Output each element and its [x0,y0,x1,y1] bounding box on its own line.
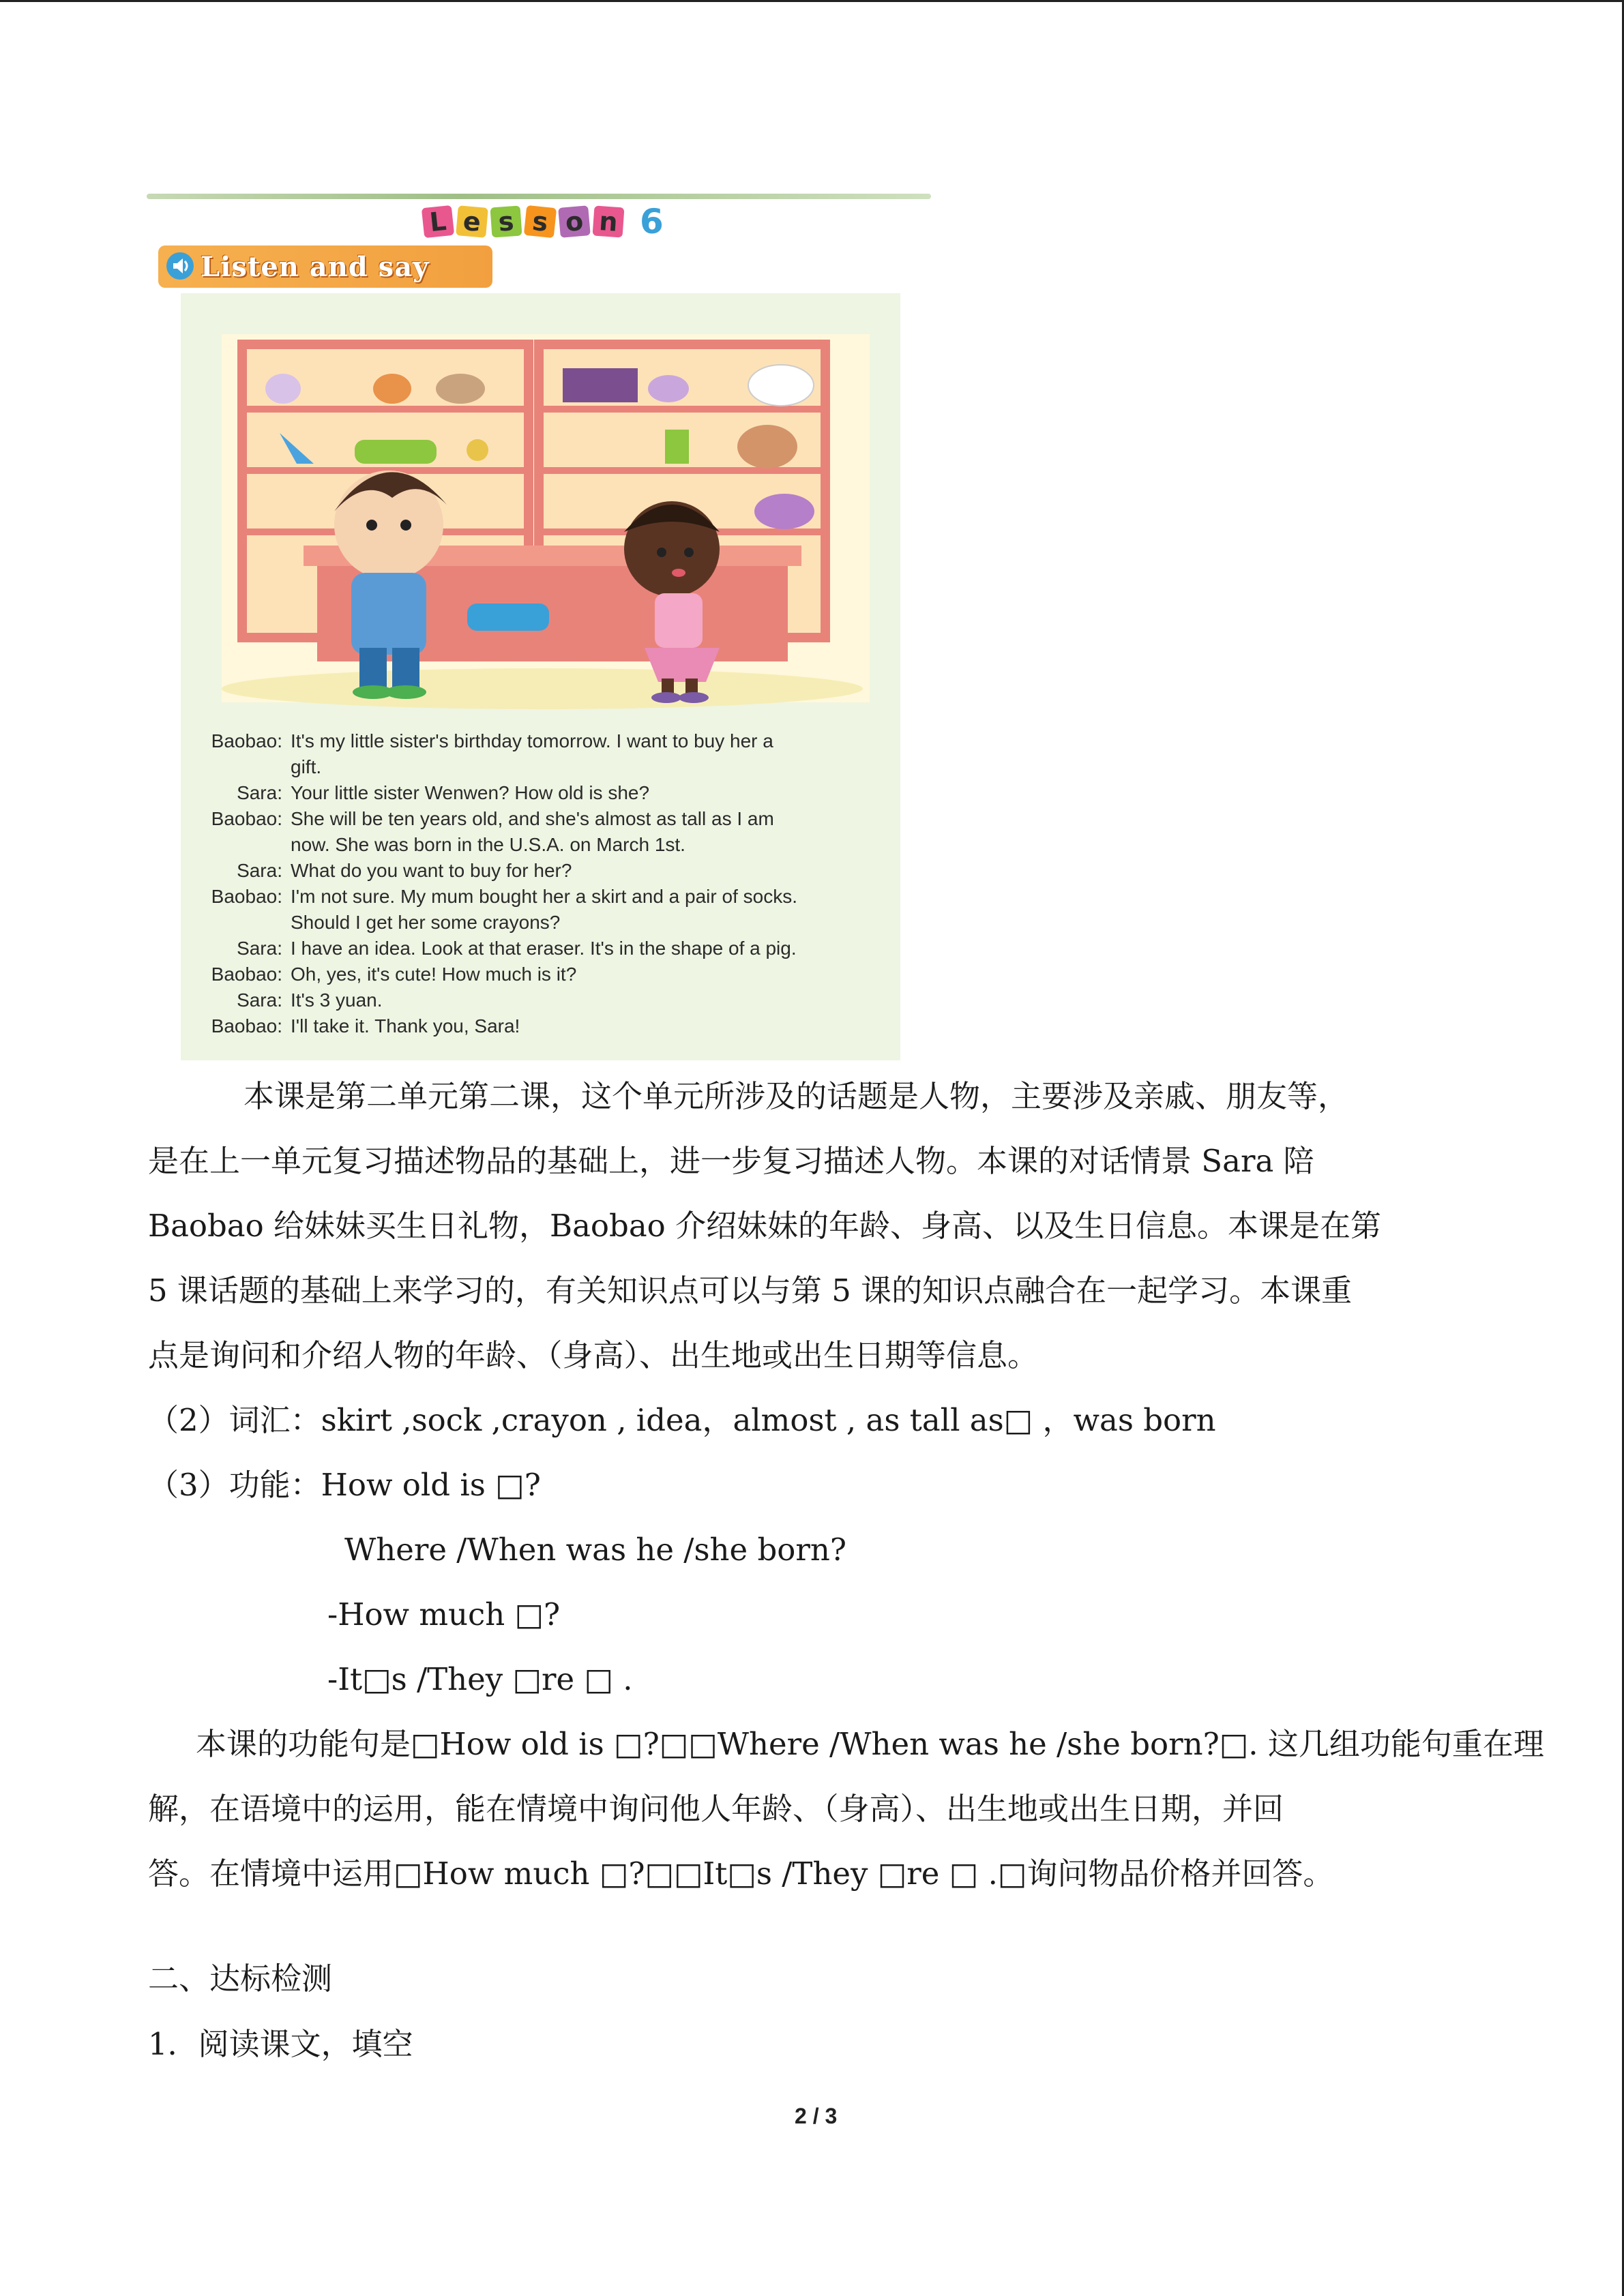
lesson-number: 6 [640,202,664,241]
speech-text: Should I get her some crayons? [291,912,561,933]
speech-text: It's my little sister's birthday tomorrow. I want to buy her a [291,730,773,751]
speaker-name: Baobao: [211,964,282,985]
function-example: -How much □? [327,1596,561,1632]
speech-text: now. She was born in the U.S.A. on March 1st. [291,834,685,855]
lesson-letter-tile: s [490,206,522,238]
speaker-name: Baobao: [211,1015,282,1037]
speaker-name: Baobao: [211,886,282,907]
speaker-name: Baobao: [211,730,282,751]
dialogue-line [192,728,895,754]
speaker-name: Sara: [237,989,282,1011]
dialogue-transcript [192,728,895,1039]
toy-shop-scene [181,293,900,723]
speech-text: gift. [291,756,322,777]
listen-and-say-badge [158,245,492,288]
intro-line: 点是询问和介绍人物的年龄、（身高）、出生地或出生日期等信息。 [148,1337,1039,1373]
lesson-letter-tile: L [422,205,454,238]
dialogue-line [192,987,895,1013]
lesson-letter-tile: e [456,205,488,238]
page-number: 2 / 3 [795,2104,838,2128]
dialogue-line [192,858,895,884]
speaker-name: Sara: [237,782,282,803]
intro-line: 是在上一单元复习描述物品的基础上，进一步复习描述人物。本课的对话情景 Sara 陪 [148,1143,1314,1179]
dialogue-line [192,936,895,961]
section-heading: 二、达标检测 [148,1960,333,1997]
page-top-border [0,0,1624,2]
speech-text: It's 3 yuan. [291,989,383,1011]
intro-line: 本课是第二单元第二课，这个单元所涉及的话题是人物，主要涉及亲戚、朋友等， [243,1078,1349,1114]
dialogue-line [192,780,895,806]
lesson-letter-tile: s [524,205,557,238]
summary-line: 解，在语境中的运用，能在情境中询问他人年龄、（身高）、出生地或出生日期，并回 [148,1791,1284,1827]
speech-text: She will be ten years old, and she's almost as tall as I am [291,808,774,829]
speaker-name [192,832,282,858]
section-label: Listen and say [201,250,430,283]
speech-text: I have an idea. Look at that eraser. It's in the shape of a pig. [291,938,797,959]
speaker-name: Sara: [237,860,282,881]
intro-line: Baobao 给妹妹买生日礼物，Baobao 介绍妹妹的年龄、身高、以及生日信息。本课是在第 [148,1208,1382,1244]
vocab-line: （2）词汇：skirt ,sock ,crayon , idea，almost , as tall as□ ，was born [148,1402,1216,1438]
speech-text: I'll take it. Thank you, Sara! [291,1015,520,1037]
lesson-letter-tile: o [558,205,591,238]
speech-text: Oh, yes, it's cute! How much is it? [291,964,577,985]
dialogue-line [192,884,895,910]
header-divider [147,194,931,199]
dialogue-line [192,832,895,858]
summary-line: 答。在情境中运用□How much □?□□It□s /They □re □ .□询问物品价格并回答。 [148,1855,1334,1892]
speaker-icon [165,251,195,281]
speaker-name: Baobao: [211,808,282,829]
speaker-name: Sara: [237,938,282,959]
dialogue-line [192,806,895,832]
function-example: Where /When was he /she born? [344,1532,846,1568]
lesson-title [423,199,664,244]
speaker-name [192,910,282,936]
lesson-letter-tile: n [593,206,625,238]
function-example: -It□s /They □re □ . [327,1661,633,1697]
dialogue-line [192,910,895,936]
speaker-name [192,754,282,780]
dialogue-line [192,961,895,987]
dialogue-line [192,1013,895,1039]
summary-line: 本课的功能句是□How old is □?□□Where /When was he /she born?□. 这几组功能句重在理 [196,1726,1544,1762]
intro-line: 5 课话题的基础上来学习的，有关知识点可以与第 5 课的知识点融合在一起学习。本课重 [148,1272,1353,1309]
exercise-item: 1．阅读课文，填空 [148,2026,413,2062]
speech-text: I'm not sure. My mum bought her a skirt and a pair of socks. [291,886,797,907]
speech-text: What do you want to buy for her? [291,860,572,881]
function-line: （3）功能：How old is □? [148,1467,541,1503]
speech-text: Your little sister Wenwen? How old is she? [291,782,650,803]
dialogue-line [192,754,895,780]
